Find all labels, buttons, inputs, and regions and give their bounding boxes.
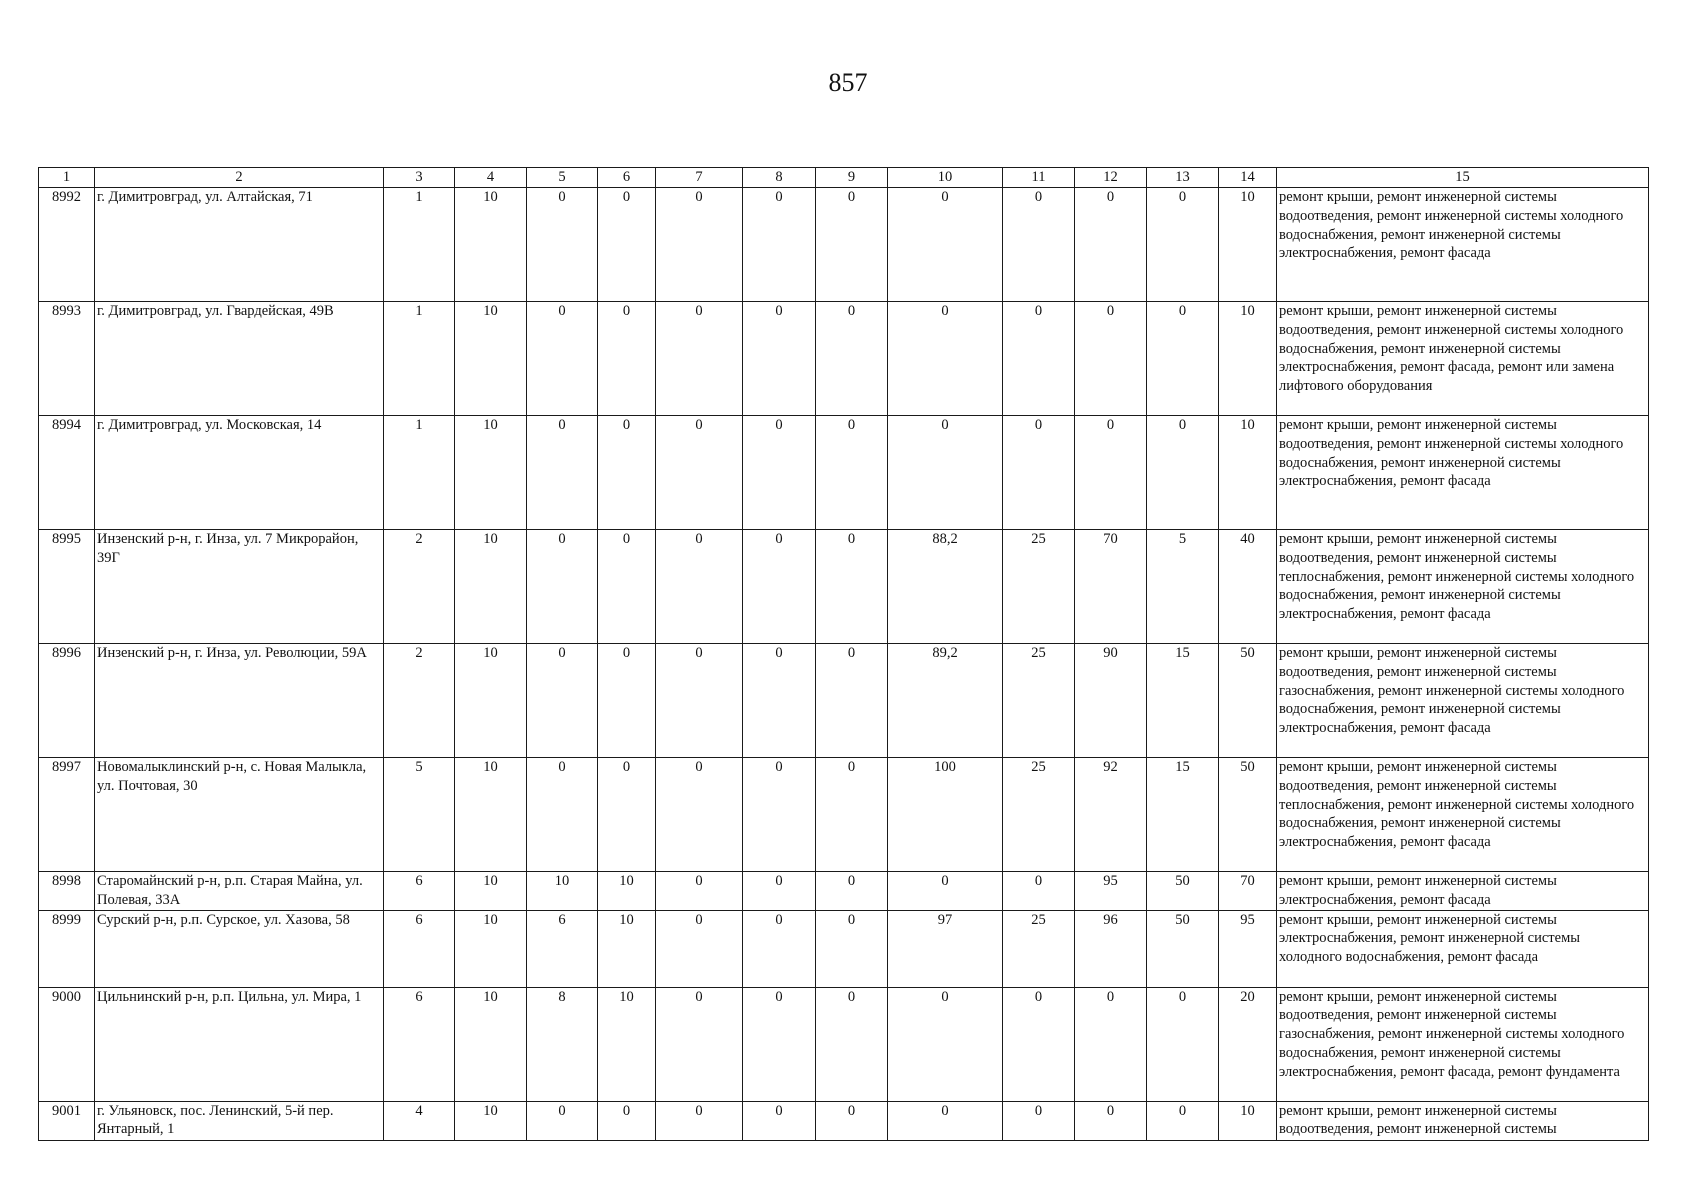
address-cell: г. Димитровград, ул. Алтайская, 71 (95, 188, 384, 302)
value-cell: 6 (384, 872, 455, 911)
row-id: 8993 (39, 302, 95, 416)
value-cell: 0 (527, 188, 598, 302)
value-cell: 0 (816, 188, 888, 302)
value-cell: 0 (816, 530, 888, 644)
address-cell: Цильнинский р-н, р.п. Цильна, ул. Мира, 1 (95, 987, 384, 1101)
value-cell: 0 (888, 302, 1003, 416)
works-cell: ремонт крыши, ремонт инженерной системы водоотведения, ремонт инженерной системы холодного водоснабжения, ремонт инженерной системы электроснабжения, ремонт фасада (1277, 188, 1649, 302)
value-cell: 1 (384, 416, 455, 530)
value-cell: 0 (1003, 872, 1075, 911)
value-cell: 5 (384, 758, 455, 872)
column-header: 3 (384, 168, 455, 188)
column-header: 14 (1219, 168, 1277, 188)
value-cell: 40 (1219, 530, 1277, 644)
row-id: 8996 (39, 644, 95, 758)
value-cell: 0 (816, 987, 888, 1101)
value-cell: 0 (527, 530, 598, 644)
column-header: 13 (1147, 168, 1219, 188)
page-number: 857 (828, 68, 868, 97)
row-id: 8994 (39, 416, 95, 530)
address-cell: Инзенский р-н, г. Инза, ул. 7 Микрорайон, 39Г (95, 530, 384, 644)
column-header: 9 (816, 168, 888, 188)
value-cell: 0 (656, 416, 743, 530)
value-cell: 0 (1003, 416, 1075, 530)
value-cell: 92 (1075, 758, 1147, 872)
value-cell: 10 (455, 872, 527, 911)
works-cell: ремонт крыши, ремонт инженерной системы электроснабжения, ремонт фасада (1277, 872, 1649, 911)
column-header: 5 (527, 168, 598, 188)
value-cell: 0 (816, 910, 888, 987)
address-cell: Сурский р-н, р.п. Сурское, ул. Хазова, 58 (95, 910, 384, 987)
value-cell: 0 (888, 987, 1003, 1101)
value-cell: 95 (1219, 910, 1277, 987)
table-row (39, 910, 1649, 987)
value-cell: 10 (1219, 1101, 1277, 1140)
value-cell: 5 (1147, 530, 1219, 644)
works-cell: ремонт крыши, ремонт инженерной системы водоотведения, ремонт инженерной системы газоснабжения, ремонт инженерной системы холодного водоснабжения, ремонт инженерной системы электроснабжения, ремонт фасада, ремонт фундамента (1277, 987, 1649, 1101)
address-cell: Новомалыклинский р-н, с. Новая Малыкла, ул. Почтовая, 30 (95, 758, 384, 872)
value-cell: 50 (1219, 758, 1277, 872)
value-cell: 0 (743, 188, 816, 302)
value-cell: 10 (527, 872, 598, 911)
value-cell: 10 (455, 758, 527, 872)
works-cell: ремонт крыши, ремонт инженерной системы водоотведения, ремонт инженерной системы теплоснабжения, ремонт инженерной системы холодного водоснабжения, ремонт инженерной системы электроснабжения, ремонт фасада (1277, 758, 1649, 872)
value-cell: 89,2 (888, 644, 1003, 758)
value-cell: 0 (888, 188, 1003, 302)
value-cell: 0 (888, 872, 1003, 911)
value-cell: 10 (455, 188, 527, 302)
value-cell: 0 (1003, 302, 1075, 416)
value-cell: 50 (1219, 644, 1277, 758)
header-row (39, 168, 1649, 188)
row-id: 8998 (39, 872, 95, 911)
value-cell: 25 (1003, 644, 1075, 758)
value-cell: 15 (1147, 758, 1219, 872)
value-cell: 0 (656, 872, 743, 911)
value-cell: 2 (384, 530, 455, 644)
value-cell: 10 (598, 872, 656, 911)
value-cell: 6 (384, 987, 455, 1101)
value-cell: 6 (384, 910, 455, 987)
value-cell: 0 (656, 1101, 743, 1140)
row-id: 8999 (39, 910, 95, 987)
table-row (39, 188, 1649, 302)
table-row (39, 987, 1649, 1101)
value-cell: 0 (888, 416, 1003, 530)
row-id: 8995 (39, 530, 95, 644)
value-cell: 0 (888, 1101, 1003, 1140)
works-cell: ремонт крыши, ремонт инженерной системы водоотведения, ремонт инженерной системы холодного водоснабжения, ремонт инженерной системы электроснабжения, ремонт фасада (1277, 416, 1649, 530)
table-row (39, 530, 1649, 644)
value-cell: 0 (743, 987, 816, 1101)
value-cell: 0 (598, 530, 656, 644)
value-cell: 88,2 (888, 530, 1003, 644)
value-cell: 0 (527, 758, 598, 872)
value-cell: 0 (1075, 188, 1147, 302)
value-cell: 10 (455, 1101, 527, 1140)
address-cell: Инзенский р-н, г. Инза, ул. Революции, 59А (95, 644, 384, 758)
table-row (39, 758, 1649, 872)
works-cell: ремонт крыши, ремонт инженерной системы водоотведения, ремонт инженерной системы газоснабжения, ремонт инженерной системы холодного водоснабжения, ремонт инженерной системы электроснабжения, ремонт фасада (1277, 644, 1649, 758)
value-cell: 10 (1219, 416, 1277, 530)
value-cell: 0 (743, 416, 816, 530)
value-cell: 25 (1003, 530, 1075, 644)
value-cell: 10 (598, 910, 656, 987)
value-cell: 97 (888, 910, 1003, 987)
value-cell: 0 (1075, 416, 1147, 530)
column-header: 15 (1277, 168, 1649, 188)
address-cell: г. Димитровград, ул. Гвардейская, 49В (95, 302, 384, 416)
value-cell: 0 (656, 758, 743, 872)
table-row (39, 644, 1649, 758)
value-cell: 0 (656, 188, 743, 302)
value-cell: 2 (384, 644, 455, 758)
value-cell: 0 (743, 910, 816, 987)
column-header: 10 (888, 168, 1003, 188)
value-cell: 10 (455, 987, 527, 1101)
value-cell: 0 (598, 1101, 656, 1140)
value-cell: 25 (1003, 910, 1075, 987)
value-cell: 8 (527, 987, 598, 1101)
value-cell: 96 (1075, 910, 1147, 987)
value-cell: 10 (598, 987, 656, 1101)
row-id: 9000 (39, 987, 95, 1101)
value-cell: 20 (1219, 987, 1277, 1101)
value-cell: 0 (1147, 416, 1219, 530)
value-cell: 0 (816, 758, 888, 872)
column-header: 4 (455, 168, 527, 188)
table-row (39, 1101, 1649, 1140)
value-cell: 1 (384, 188, 455, 302)
column-header: 2 (95, 168, 384, 188)
value-cell: 0 (743, 758, 816, 872)
works-cell: ремонт крыши, ремонт инженерной системы водоотведения, ремонт инженерной системы холодного водоснабжения, ремонт инженерной системы электроснабжения, ремонт фасада, ремонт или замена лифтового оборудования (1277, 302, 1649, 416)
value-cell: 70 (1219, 872, 1277, 911)
value-cell: 0 (743, 302, 816, 416)
value-cell: 90 (1075, 644, 1147, 758)
value-cell: 10 (455, 910, 527, 987)
column-header: 6 (598, 168, 656, 188)
value-cell: 0 (527, 1101, 598, 1140)
value-cell: 4 (384, 1101, 455, 1140)
value-cell: 0 (816, 302, 888, 416)
value-cell: 10 (1219, 302, 1277, 416)
value-cell: 100 (888, 758, 1003, 872)
value-cell: 0 (598, 758, 656, 872)
value-cell: 0 (598, 302, 656, 416)
value-cell: 0 (598, 644, 656, 758)
column-header: 8 (743, 168, 816, 188)
value-cell: 0 (527, 644, 598, 758)
table-row (39, 302, 1649, 416)
value-cell: 0 (1075, 987, 1147, 1101)
value-cell: 0 (1147, 1101, 1219, 1140)
row-id: 9001 (39, 1101, 95, 1140)
works-cell: ремонт крыши, ремонт инженерной системы электроснабжения, ремонт инженерной системы холодного водоснабжения, ремонт фасада (1277, 910, 1649, 987)
table-row (39, 872, 1649, 911)
value-cell: 1 (384, 302, 455, 416)
value-cell: 50 (1147, 872, 1219, 911)
value-cell: 0 (1075, 1101, 1147, 1140)
value-cell: 0 (1075, 302, 1147, 416)
value-cell: 25 (1003, 758, 1075, 872)
value-cell: 0 (1147, 302, 1219, 416)
column-header: 1 (39, 168, 95, 188)
value-cell: 0 (598, 416, 656, 530)
value-cell: 0 (816, 644, 888, 758)
value-cell: 0 (1003, 987, 1075, 1101)
address-cell: Старомайнский р-н, р.п. Старая Майна, ул. Полевая, 33А (95, 872, 384, 911)
works-cell: ремонт крыши, ремонт инженерной системы водоотведения, ремонт инженерной системы (1277, 1101, 1649, 1140)
value-cell: 95 (1075, 872, 1147, 911)
row-id: 8992 (39, 188, 95, 302)
value-cell: 0 (743, 1101, 816, 1140)
address-cell: г. Ульяновск, пос. Ленинский, 5-й пер. Янтарный, 1 (95, 1101, 384, 1140)
table-row (39, 416, 1649, 530)
value-cell: 10 (455, 416, 527, 530)
value-cell: 0 (743, 530, 816, 644)
value-cell: 0 (816, 1101, 888, 1140)
value-cell: 0 (527, 416, 598, 530)
value-cell: 70 (1075, 530, 1147, 644)
value-cell: 0 (527, 302, 598, 416)
value-cell: 0 (743, 872, 816, 911)
column-header: 11 (1003, 168, 1075, 188)
value-cell: 10 (455, 302, 527, 416)
value-cell: 10 (455, 644, 527, 758)
column-header: 7 (656, 168, 743, 188)
value-cell: 6 (527, 910, 598, 987)
value-cell: 0 (656, 530, 743, 644)
value-cell: 0 (656, 987, 743, 1101)
value-cell: 15 (1147, 644, 1219, 758)
value-cell: 0 (656, 910, 743, 987)
value-cell: 0 (816, 872, 888, 911)
value-cell: 0 (1147, 987, 1219, 1101)
value-cell: 0 (1147, 188, 1219, 302)
row-id: 8997 (39, 758, 95, 872)
value-cell: 10 (1219, 188, 1277, 302)
value-cell: 0 (1003, 1101, 1075, 1140)
value-cell: 0 (816, 416, 888, 530)
address-cell: г. Димитровград, ул. Московская, 14 (95, 416, 384, 530)
works-table (38, 167, 1649, 1141)
value-cell: 0 (656, 302, 743, 416)
column-header: 12 (1075, 168, 1147, 188)
value-cell: 0 (656, 644, 743, 758)
value-cell: 10 (455, 530, 527, 644)
value-cell: 0 (1003, 188, 1075, 302)
value-cell: 0 (598, 188, 656, 302)
value-cell: 50 (1147, 910, 1219, 987)
value-cell: 0 (743, 644, 816, 758)
works-cell: ремонт крыши, ремонт инженерной системы водоотведения, ремонт инженерной системы теплоснабжения, ремонт инженерной системы холодного водоснабжения, ремонт инженерной системы электроснабжения, ремонт фасада (1277, 530, 1649, 644)
